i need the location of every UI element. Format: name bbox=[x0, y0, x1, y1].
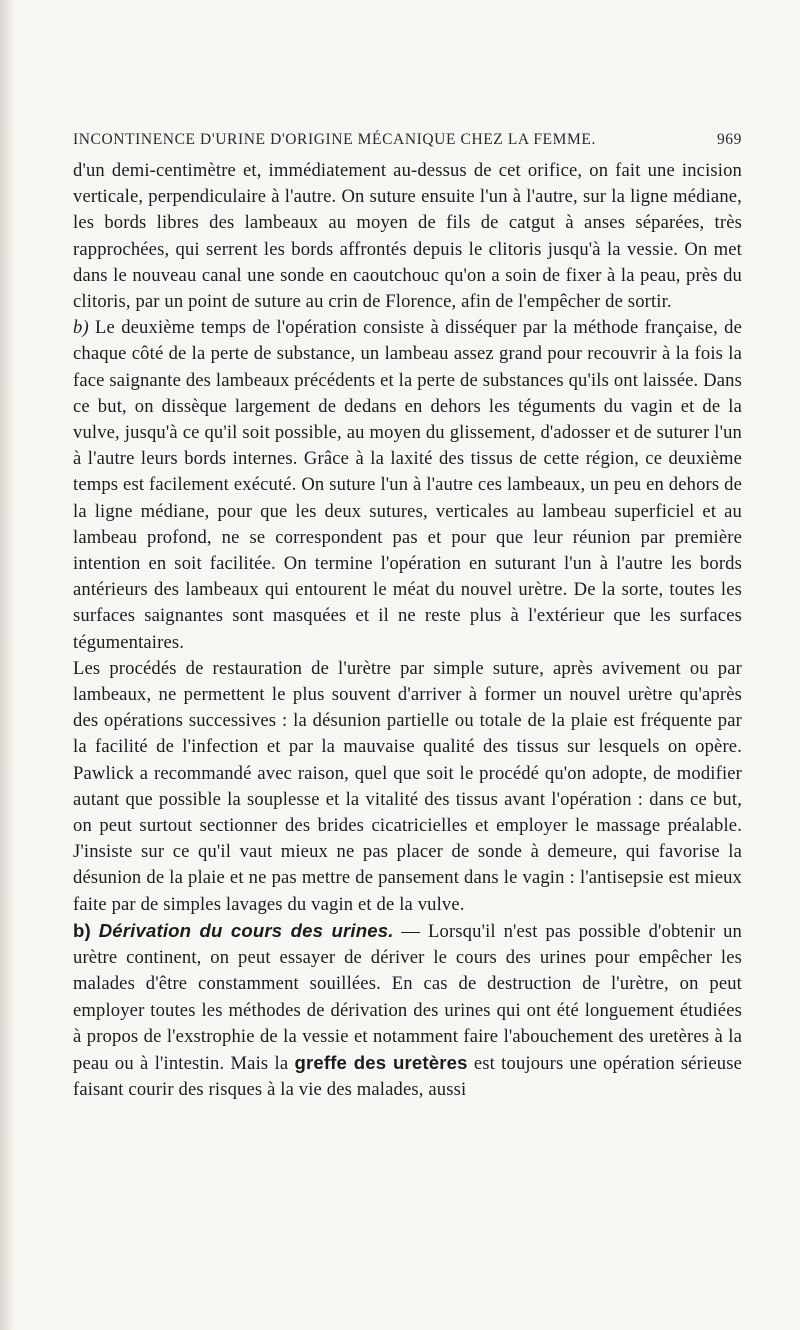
paragraph-text: Le deuxième temps de l'opération consiste à disséquer par la méthode française, de chaque côté de la perte de substance, un lambeau assez grand pour recouvrir à la fois la face saignante des lambeaux précédents et la perte de substances qu'ils ont laissée. Dans ce but, on dissèque largement de dedans en dehors les téguments du vagin et de la vulve, jusqu'à ce qu'il soit possible, au moyen du glissement, d'adosser et de suturer l'un à l'autre leurs bords internes. Grâce à la laxité des tissus de cette région, ce deuxième temps est facilement exécuté. On suture l'un à l'autre ces lambeaux, un peu en dehors de la ligne médiane, pour que les deux sutures, verticales au lambeau superficiel et au lambeau profond, ne se correspondent pas et pour que leur réunion par première intention en soit facilitée. On termine l'opération en suturant l'un à l'autre les bords antérieurs des lambeaux qui entourent le méat du nouvel urètre. De la sorte, toutes les surfaces saignantes sont masquées et il ne reste plus à l'extérieur que les surfaces tégumentaires. bbox=[73, 317, 742, 653]
paragraph-text: d'un demi-centimètre et, immédiatement au-dessus de cet orifice, on fait une incision verticale, perpendiculaire à l'autre. On suture ensuite l'un à l'autre, sur la ligne médiane, les bords libres des lambeaux au moyen de fils de catgut à anses séparées, très rapprochées, qui serrent les bords affrontés depuis le clitoris jusqu'à la vessie. On met dans le nouveau canal une sonde en caoutchouc qu'on a soin de fixer à la peau, près du clitoris, par un point de suture au crin de Florence, afin de l'empêcher de sortir. bbox=[73, 160, 742, 313]
page-body bbox=[73, 158, 742, 1103]
paragraph-text: est toujours une opération sérieuse faisant courir des risques à la vie des malades, aussi bbox=[73, 1052, 742, 1101]
paragraph-text: — Lorsqu'il n'est pas possible d'obtenir un urètre continent, on peut essayer de dériver le cours des urines pour empêcher les malades d'être constamment souillées. En cas de destruction de l'urètre, on peut employer toutes les méthodes de dérivation des urines qui ont été longuement étudiées à propos de l'exstrophie de la vessie et notamment faire l'abouchement des uretères à la peau ou à l'intestin. Mais la bbox=[73, 920, 742, 1074]
section-heading: Dérivation du cours des urines. bbox=[98, 919, 394, 941]
paragraph-second-step bbox=[73, 315, 742, 656]
paragraph-restoration-methods bbox=[73, 656, 742, 918]
list-marker: b) bbox=[73, 919, 91, 941]
running-title: INCONTINENCE D'URINE D'ORIGINE MÉCANIQUE CHEZ LA FEMME. bbox=[73, 131, 596, 148]
paragraph-derivation bbox=[73, 918, 742, 1103]
list-marker: b) bbox=[73, 317, 89, 339]
paragraph-continuation bbox=[73, 158, 742, 315]
bold-term: greffe des uretères bbox=[294, 1051, 468, 1073]
running-header bbox=[73, 131, 742, 149]
paragraph-text: Les procédés de restauration de l'urètre par simple suture, après avivement ou par lambeaux, ne permettent le plus souvent d'arriver à former un nouvel urètre qu'après des opérations successives : la désunion partielle ou totale de la plaie est fréquente par la facilité de l'infection et par la mauvaise qualité des tissus sur lesquels on opère. Pawlick a recommandé avec raison, quel que soit le procédé qu'on adopte, de modifier autant que possible la souplesse et la vitalité des tissus avant l'opération : dans ce but, on peut surtout sectionner des brides cicatricielles et employer le massage préalable. J'insiste sur ce qu'il vaut mieux ne pas placer de sonde à demeure, qui favorise la désunion de la plaie et ne pas mettre de pansement dans le vagin : l'antisepsie est mieux faite par de simples lavages du vagin et de la vulve. bbox=[73, 657, 742, 915]
page-binding-edge bbox=[0, 0, 14, 1330]
page-number: 969 bbox=[716, 131, 742, 148]
